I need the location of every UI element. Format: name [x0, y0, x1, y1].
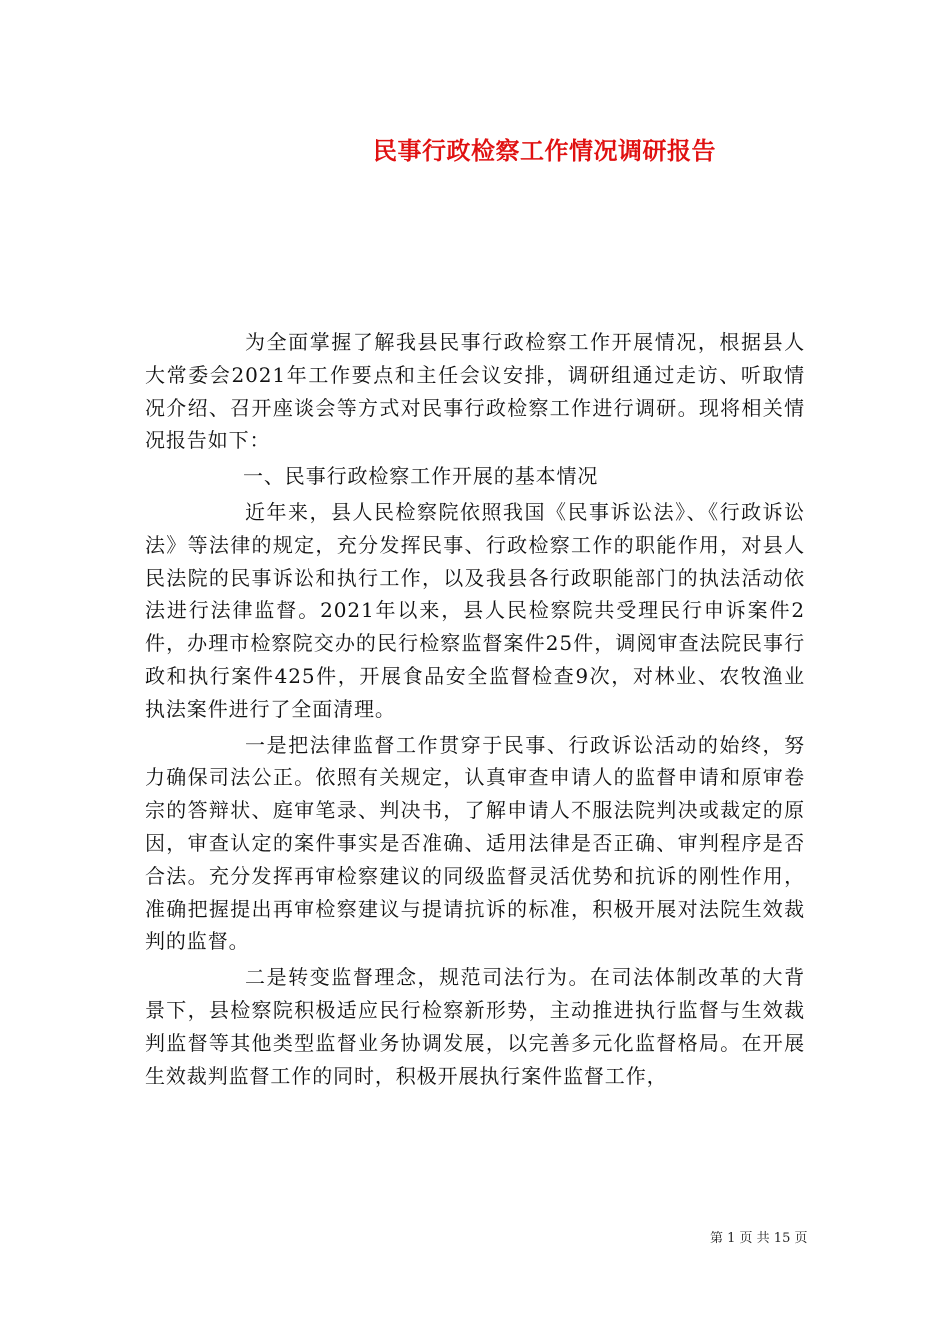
body-paragraph: 二是转变监督理念，规范司法行为。在司法体制改革的大背景下，县检察院积极适应民行检察新形势，主动推进执行监督与生效裁判监督等其他类型监督业务协调发展，以完善多元化监督格局。在开展生效裁判监督工作的同时，积极开展执行案件监督工作，	[145, 965, 805, 1088]
section-heading: 一、民事行政检察工作开展的基本情况	[243, 464, 599, 489]
document-body	[145, 326, 805, 1092]
document-title: 民事行政检察工作情况调研报告	[373, 136, 716, 165]
body-paragraph: 近年来，县人民检察院依照我国《民事诉讼法》、《行政诉讼法》等法律的规定，充分发挥民事、行政检察工作的职能作用，对县人民法院的民事诉讼和执行工作，以及我县各行政职能部门的执法活动依法进行法律监督。2021年以来，县人民检察院共受理民行申诉案件2件，办理市检察院交办的民行检察监督案件25件，调阅审查法院民事行政和执行案件425件，开展食品安全监督检查9次，对林业、农牧渔业执法案件进行了全面清理。	[145, 499, 805, 721]
body-paragraph: 一是把法律监督工作贯穿于民事、行政诉讼活动的始终，努力确保司法公正。依照有关规定，认真审查申请人的监督申请和原审卷宗的答辩状、庭审笔录、判决书，了解申请人不服法院判决或裁定的原因，审查认定的案件事实是否准确、适用法律是否正确、审判程序是否合法。充分发挥再审检察建议的同级监督灵活优势和抗诉的刚性作用，准确把握提出再审检察建议与提请抗诉的标准，积极开展对法院生效裁判的监督。	[145, 732, 805, 954]
page-number: 第 1 页 共 15 页	[710, 1231, 808, 1246]
intro-paragraph: 为全面掌握了解我县民事行政检察工作开展情况，根据县人大常委会2021年工作要点和主任会议安排，调研组通过走访、听取情况介绍、召开座谈会等方式对民事行政检察工作进行调研。现将相关情况报告如下：	[145, 330, 805, 453]
